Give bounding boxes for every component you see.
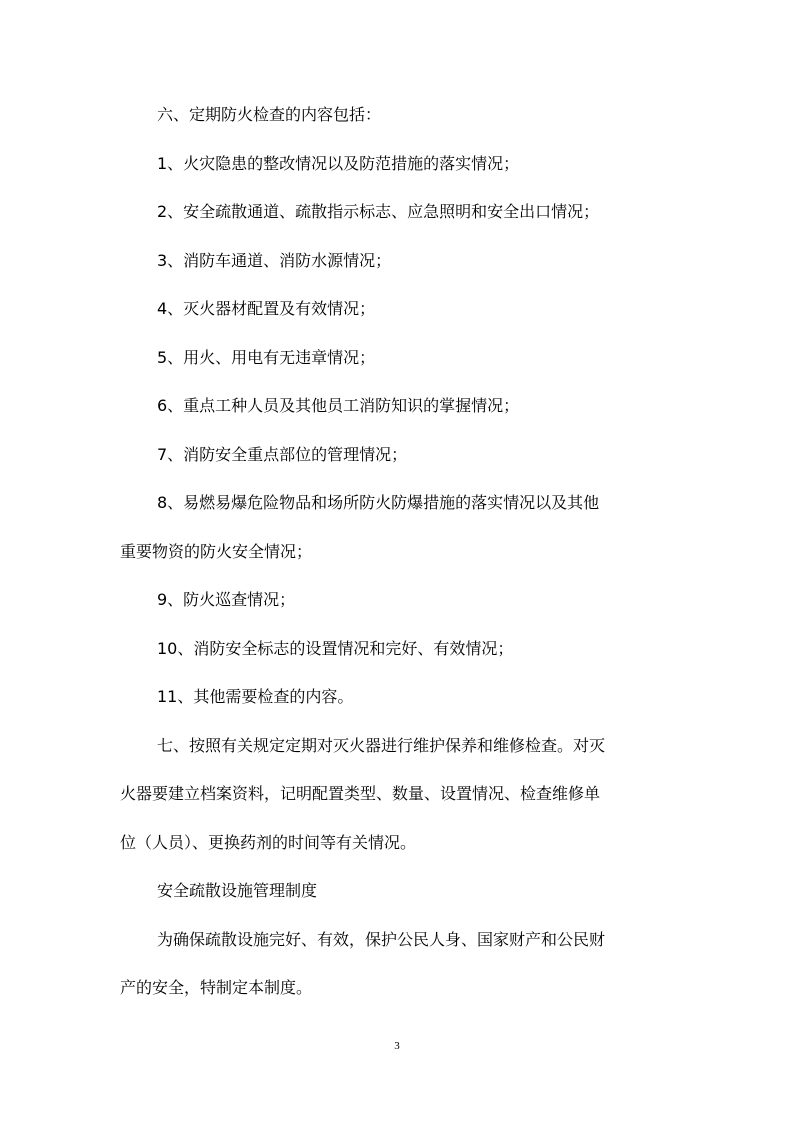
list-item-11: 11、其他需要检查的内容。 bbox=[157, 687, 354, 706]
section-seven-paragraph-line-3: 位（人员）、更换药剂的时间等有关情况。 bbox=[120, 832, 417, 852]
list-item-9: 9、防火巡查情况； bbox=[157, 590, 296, 609]
list-item-6: 6、重点工种人员及其他员工消防知识的掌握情况； bbox=[157, 396, 520, 415]
section-title-evacuation: 安全疏散设施管理制度 bbox=[157, 881, 318, 900]
list-item-8: 8、易燃易爆危险物品和场所防火防爆措施的落实情况以及其他 bbox=[157, 493, 600, 512]
intro-paragraph-line-2: 产的安全，特制定本制度。 bbox=[120, 978, 313, 997]
list-item-1: 1、火灾隐患的整改情况以及防范措施的落实情况； bbox=[157, 153, 520, 173]
list-item-3: 3、消防车通道、消防水源情况； bbox=[157, 250, 392, 270]
list-item-8-continued: 重要物资的防火安全情况； bbox=[120, 541, 313, 561]
section-seven-paragraph: 七、按照有关规定定期对灭火器进行维护保养和维修检查。对灭 bbox=[157, 735, 606, 755]
intro-paragraph: 为确保疏散设施完好、有效，保护公民人身、国家财产和公民财 bbox=[157, 929, 606, 949]
document-body bbox=[120, 91, 676, 1013]
list-item-4: 4、灭火器材配置及有效情况； bbox=[157, 299, 376, 318]
page-number: 3 bbox=[394, 1040, 400, 1052]
list-item-7: 7、消防安全重点部位的管理情况； bbox=[157, 444, 408, 464]
section-six-heading: 六、定期防火检查的内容包括： bbox=[157, 105, 382, 124]
list-item-10: 10、消防安全标志的设置情况和完好、有效情况； bbox=[157, 638, 514, 658]
section-seven-paragraph-line-2: 火器要建立档案资料，记明配置类型、数量、设置情况、检查维修单 bbox=[120, 784, 601, 803]
list-item-2: 2、安全疏散通道、疏散指示标志、应急照明和安全出口情况； bbox=[157, 202, 600, 221]
list-item-5: 5、用火、用电有无违章情况； bbox=[157, 347, 376, 367]
